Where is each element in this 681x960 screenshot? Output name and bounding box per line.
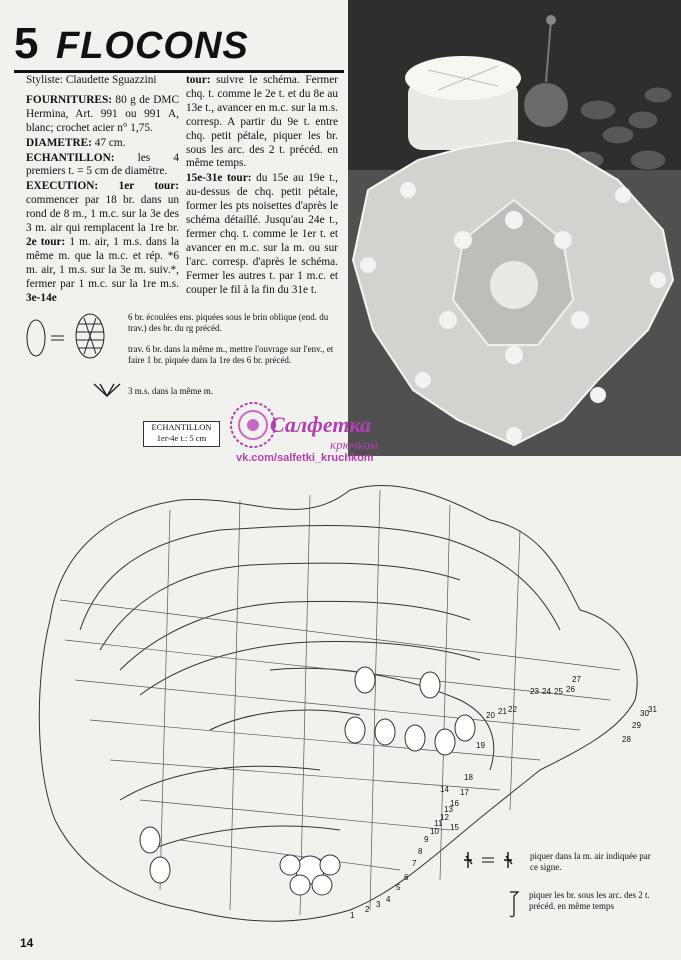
watermark-subtitle: крючком [330, 437, 378, 452]
pattern-number: 5 [14, 19, 39, 68]
doily-photo [348, 0, 681, 456]
rounds-15-31-paragraph: 15e-31e tour: du 15e au 19e t., au-dessus de chq. petit pétale, former les pts noisettes d'après le schéma détaillé. Jusqu'au 24e t., fermer chq. t. comme le 1er t. et avancer en m.c. sur la m. ou sur l'arc. corresp. d'après le schéma. Fermer les autres t. par 1 m.c. et couper le fil à la fin du 31e t. [186, 172, 338, 296]
svg-text:13: 13 [444, 805, 453, 814]
gauge-box-sub: 1er-4e t.: 5 cm [156, 433, 207, 443]
svg-text:24: 24 [542, 687, 551, 696]
svg-text:26: 26 [566, 685, 575, 694]
gauge-paragraph: ECHANTILLON: les 4 premiers t. = 5 cm de diamètre. [26, 151, 179, 178]
svg-text:17: 17 [460, 788, 469, 797]
svg-text:4: 4 [386, 895, 391, 904]
symbol-key-1-text: piquer dans la m. air indiquée par ce signe. [530, 851, 651, 872]
page-number: 14 [20, 936, 34, 950]
svg-text:3: 3 [376, 900, 381, 909]
diameter-paragraph: DIAMETRE: 47 cm. [26, 136, 126, 149]
svg-text:27: 27 [572, 675, 581, 684]
watermark-title: Салфетка [270, 412, 372, 437]
svg-text:21: 21 [498, 707, 507, 716]
svg-text:14: 14 [440, 785, 449, 794]
gauge-box [143, 421, 220, 447]
svg-text:29: 29 [632, 721, 641, 730]
svg-text:15: 15 [450, 823, 459, 832]
symbol-key-2-text: piquer les br. sous les arc. des 2 t. précéd. en même temps [529, 890, 650, 911]
bobble-stitch-symbols [24, 306, 124, 366]
instructions-column-1 [26, 74, 179, 307]
svg-text:23: 23 [530, 687, 539, 696]
insert-stitch-icon [462, 848, 522, 872]
svg-text:25: 25 [554, 687, 563, 696]
svg-text:1: 1 [350, 911, 355, 920]
doily-photo-illustration [348, 0, 681, 456]
svg-text:6: 6 [404, 873, 409, 882]
watermark [228, 400, 408, 474]
glass-vase [524, 83, 568, 127]
svg-text:5: 5 [396, 883, 401, 892]
svg-text:2: 2 [365, 905, 370, 914]
svg-text:8: 8 [418, 847, 423, 856]
svg-text:28: 28 [622, 735, 631, 744]
svg-text:31: 31 [648, 705, 657, 714]
svg-text:10: 10 [430, 827, 439, 836]
watermark-url: vk.com/salfetki_kruchkom [236, 452, 374, 464]
header-rule [14, 70, 344, 73]
svg-text:16: 16 [450, 799, 459, 808]
legend-item-3: 3 m.s. dans la même m. [128, 386, 213, 396]
svg-text:22: 22 [508, 705, 517, 714]
svg-text:7: 7 [412, 859, 417, 868]
svg-text:11: 11 [434, 819, 443, 828]
legend-item-2: trav. 6 br. dans la même m., mettre l'ouvrage sur l'env., et faire 1 br. piquée dans la 1re des 6 br. précéd. [128, 344, 334, 365]
chart-center-flower [280, 855, 340, 895]
pattern-header [14, 14, 344, 72]
rounds-3-14-paragraph: tour: suivre le schéma. Fermer chq. t. comme le 2e t. et du 8e au 13e t., avancer en m.c. sur la m.s. corresp. A partir du 9e t. entre chq. petit pétale, piquer les br. sous les arc. des 2 t. précéd. en même temps. [186, 74, 338, 170]
instructions-column-2 [186, 74, 338, 299]
svg-text:30: 30 [640, 709, 649, 718]
legend-item-1: 6 br. écoulées ens. piquées sous le brin oblique (end. du trav.) des br. du rg précéd. [128, 312, 329, 333]
execution-paragraph: EXECUTION: 1er tour: commencer par 18 br. dans un rond de 8 m., 1 m.c. sur la 3e des 3 m. air qui remplacent la 1re br. 2e tour: 1 m. air, 1 m.s. dans la même m. que la m.c. et rép. *6 m. air, 1 m.s. sur la 3e m. suiv.*, fermer par 1 m.c. sur la 1re m.s. 3e-14e [26, 180, 179, 304]
svg-text:9: 9 [424, 835, 429, 844]
join-stitch-icon [504, 890, 524, 920]
supplies-paragraph: FOURNITURES: 80 g de DMC Hermina, Art. 991 ou 991 A, blanc; crochet acier n° 1,75. [26, 93, 179, 134]
pattern-title: FLOCONS [56, 25, 249, 67]
svg-text:19: 19 [476, 741, 485, 750]
svg-text:20: 20 [486, 711, 495, 720]
svg-text:12: 12 [440, 813, 449, 822]
gauge-box-title: ECHANTILLON [151, 422, 212, 432]
svg-text:18: 18 [464, 773, 473, 782]
stylist-credit: Styliste: Claudette Sguazzini [26, 74, 157, 86]
three-sc-icon [92, 382, 122, 398]
jewelry-box [405, 56, 521, 150]
